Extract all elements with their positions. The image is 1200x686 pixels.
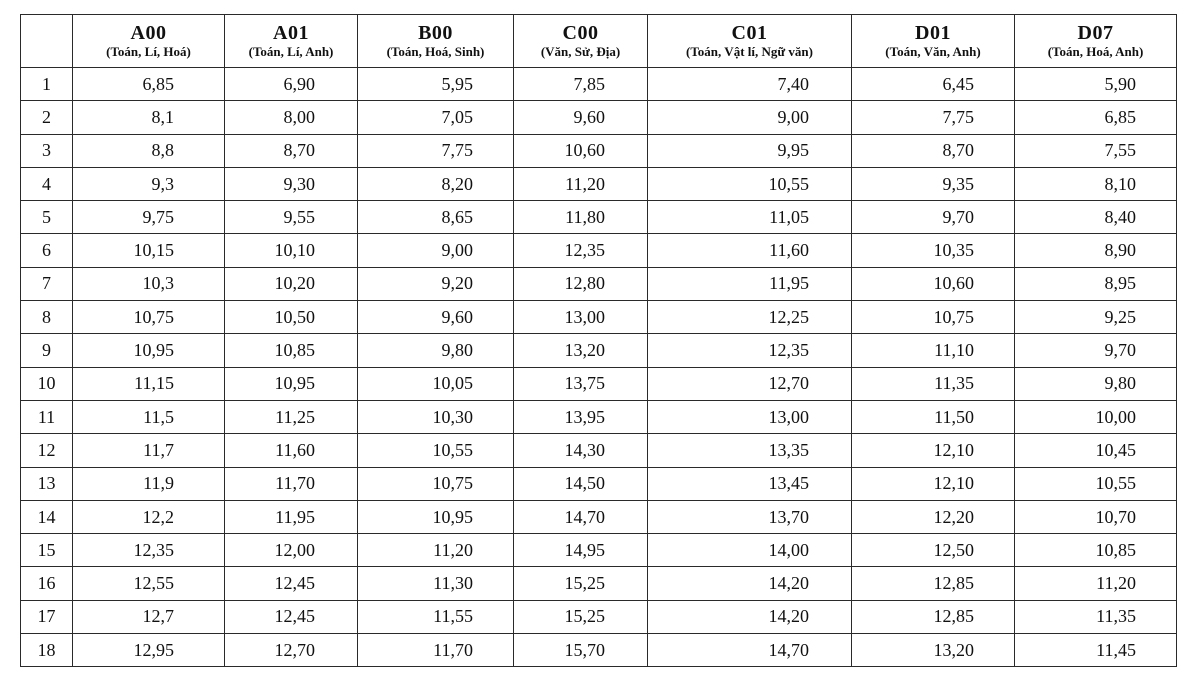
score-cell: 11,50 bbox=[852, 400, 1015, 433]
score-cell: 13,20 bbox=[852, 634, 1015, 667]
score-cell: 14,20 bbox=[648, 567, 852, 600]
header-col-d07 bbox=[1015, 15, 1177, 68]
column-subjects: (Toán, Văn, Anh) bbox=[885, 44, 981, 59]
score-cell: 12,70 bbox=[225, 634, 358, 667]
score-cell: 7,85 bbox=[514, 68, 648, 101]
column-code: A01 bbox=[273, 22, 309, 44]
score-cell: 9,20 bbox=[358, 267, 514, 300]
score-cell: 10,55 bbox=[1015, 467, 1177, 500]
header-col-a00 bbox=[73, 15, 225, 68]
score-cell: 15,70 bbox=[514, 634, 648, 667]
header-col-a01 bbox=[225, 15, 358, 68]
table-row bbox=[21, 534, 1177, 567]
table-row bbox=[21, 234, 1177, 267]
score-cell: 11,10 bbox=[852, 334, 1015, 367]
score-cell: 6,85 bbox=[1015, 101, 1177, 134]
score-cell: 9,75 bbox=[73, 201, 225, 234]
header-col-b00 bbox=[358, 15, 514, 68]
score-cell: 10,10 bbox=[225, 234, 358, 267]
table-row bbox=[21, 467, 1177, 500]
score-cell: 11,95 bbox=[225, 500, 358, 533]
score-cell: 11,9 bbox=[73, 467, 225, 500]
score-cell: 14,70 bbox=[514, 500, 648, 533]
score-cell: 7,55 bbox=[1015, 134, 1177, 167]
column-subjects: (Toán, Lí, Anh) bbox=[248, 44, 334, 59]
score-cell: 11,35 bbox=[852, 367, 1015, 400]
row-index-cell: 2 bbox=[21, 101, 73, 134]
score-cell: 9,60 bbox=[358, 301, 514, 334]
table-row bbox=[21, 434, 1177, 467]
column-code: D01 bbox=[915, 22, 951, 44]
table-header bbox=[21, 15, 1177, 68]
score-cell: 8,95 bbox=[1015, 267, 1177, 300]
score-cell: 9,25 bbox=[1015, 301, 1177, 334]
score-cell: 8,20 bbox=[358, 167, 514, 200]
table-row bbox=[21, 634, 1177, 667]
score-cell: 11,95 bbox=[648, 267, 852, 300]
score-table-container bbox=[20, 14, 1177, 667]
score-cell: 10,55 bbox=[358, 434, 514, 467]
score-cell: 8,90 bbox=[1015, 234, 1177, 267]
row-index-cell: 7 bbox=[21, 267, 73, 300]
score-cell: 9,80 bbox=[1015, 367, 1177, 400]
score-cell: 9,55 bbox=[225, 201, 358, 234]
score-cell: 8,10 bbox=[1015, 167, 1177, 200]
score-cell: 12,25 bbox=[648, 301, 852, 334]
score-cell: 8,70 bbox=[225, 134, 358, 167]
score-cell: 10,55 bbox=[648, 167, 852, 200]
score-cell: 6,85 bbox=[73, 68, 225, 101]
row-index-cell: 6 bbox=[21, 234, 73, 267]
score-cell: 10,50 bbox=[225, 301, 358, 334]
column-code: D07 bbox=[1077, 22, 1114, 44]
score-cell: 7,05 bbox=[358, 101, 514, 134]
row-index-cell: 5 bbox=[21, 201, 73, 234]
score-cell: 10,85 bbox=[1015, 534, 1177, 567]
score-cell: 6,45 bbox=[852, 68, 1015, 101]
row-index-cell: 16 bbox=[21, 567, 73, 600]
score-cell: 7,75 bbox=[358, 134, 514, 167]
header-index-corner bbox=[21, 15, 73, 68]
score-cell: 12,10 bbox=[852, 434, 1015, 467]
score-cell: 10,60 bbox=[852, 267, 1015, 300]
table-row bbox=[21, 600, 1177, 633]
score-cell: 14,20 bbox=[648, 600, 852, 633]
table-row bbox=[21, 400, 1177, 433]
score-cell: 10,75 bbox=[358, 467, 514, 500]
score-cell: 14,70 bbox=[648, 634, 852, 667]
score-cell: 10,45 bbox=[1015, 434, 1177, 467]
column-code: A00 bbox=[130, 22, 167, 44]
table-row bbox=[21, 101, 1177, 134]
score-cell: 13,00 bbox=[648, 400, 852, 433]
score-cell: 10,15 bbox=[73, 234, 225, 267]
column-code: C01 bbox=[731, 22, 768, 44]
score-cell: 12,80 bbox=[514, 267, 648, 300]
score-cell: 8,1 bbox=[73, 101, 225, 134]
row-index-cell: 1 bbox=[21, 68, 73, 101]
score-cell: 10,85 bbox=[225, 334, 358, 367]
table-row bbox=[21, 500, 1177, 533]
row-index-cell: 15 bbox=[21, 534, 73, 567]
score-cell: 11,60 bbox=[225, 434, 358, 467]
score-cell: 5,95 bbox=[358, 68, 514, 101]
row-index-cell: 3 bbox=[21, 134, 73, 167]
row-index-cell: 11 bbox=[21, 400, 73, 433]
score-cell: 11,05 bbox=[648, 201, 852, 234]
score-cell: 8,00 bbox=[225, 101, 358, 134]
score-cell: 9,95 bbox=[648, 134, 852, 167]
row-index-cell: 4 bbox=[21, 167, 73, 200]
table-row bbox=[21, 367, 1177, 400]
score-cell: 11,80 bbox=[514, 201, 648, 234]
score-cell: 15,25 bbox=[514, 600, 648, 633]
header-col-c01 bbox=[648, 15, 852, 68]
score-cell: 12,45 bbox=[225, 567, 358, 600]
score-cell: 8,65 bbox=[358, 201, 514, 234]
score-cell: 8,8 bbox=[73, 134, 225, 167]
score-cell: 10,35 bbox=[852, 234, 1015, 267]
score-cell: 13,45 bbox=[648, 467, 852, 500]
score-cell: 8,70 bbox=[852, 134, 1015, 167]
score-cell: 9,80 bbox=[358, 334, 514, 367]
column-subjects: (Toán, Hoá, Anh) bbox=[1047, 44, 1144, 59]
row-index-cell: 14 bbox=[21, 500, 73, 533]
table-row bbox=[21, 334, 1177, 367]
score-cell: 11,60 bbox=[648, 234, 852, 267]
score-cell: 10,60 bbox=[514, 134, 648, 167]
score-cell: 12,85 bbox=[852, 600, 1015, 633]
score-cell: 7,75 bbox=[852, 101, 1015, 134]
column-code: B00 bbox=[418, 22, 453, 44]
score-cell: 11,30 bbox=[358, 567, 514, 600]
score-cell: 12,50 bbox=[852, 534, 1015, 567]
table-row bbox=[21, 68, 1177, 101]
score-cell: 5,90 bbox=[1015, 68, 1177, 101]
score-cell: 12,45 bbox=[225, 600, 358, 633]
score-cell: 10,30 bbox=[358, 400, 514, 433]
row-index-cell: 8 bbox=[21, 301, 73, 334]
score-cell: 9,3 bbox=[73, 167, 225, 200]
score-cell: 10,00 bbox=[1015, 400, 1177, 433]
score-cell: 10,3 bbox=[73, 267, 225, 300]
score-cell: 11,70 bbox=[358, 634, 514, 667]
header-col-c00 bbox=[514, 15, 648, 68]
score-cell: 13,70 bbox=[648, 500, 852, 533]
score-cell: 12,00 bbox=[225, 534, 358, 567]
column-subjects: (Toán, Vật lí, Ngữ văn) bbox=[686, 44, 813, 59]
score-cell: 7,40 bbox=[648, 68, 852, 101]
score-cell: 12,35 bbox=[648, 334, 852, 367]
score-cell: 10,95 bbox=[73, 334, 225, 367]
score-cell: 9,70 bbox=[852, 201, 1015, 234]
score-cell: 14,95 bbox=[514, 534, 648, 567]
score-cell: 11,15 bbox=[73, 367, 225, 400]
row-index-cell: 17 bbox=[21, 600, 73, 633]
column-subjects: (Toán, Hoá, Sinh) bbox=[386, 44, 485, 59]
column-subjects: (Toán, Lí, Hoá) bbox=[106, 44, 191, 59]
score-cell: 12,95 bbox=[73, 634, 225, 667]
score-cell: 12,70 bbox=[648, 367, 852, 400]
score-cell: 13,20 bbox=[514, 334, 648, 367]
score-cell: 12,85 bbox=[852, 567, 1015, 600]
row-index-cell: 10 bbox=[21, 367, 73, 400]
score-cell: 13,35 bbox=[648, 434, 852, 467]
row-index-cell: 13 bbox=[21, 467, 73, 500]
table-row bbox=[21, 201, 1177, 234]
score-cell: 11,20 bbox=[514, 167, 648, 200]
table-row bbox=[21, 301, 1177, 334]
score-cell: 11,20 bbox=[1015, 567, 1177, 600]
score-cell: 14,30 bbox=[514, 434, 648, 467]
score-cell: 12,10 bbox=[852, 467, 1015, 500]
score-cell: 15,25 bbox=[514, 567, 648, 600]
score-cell: 9,00 bbox=[358, 234, 514, 267]
score-cell: 11,7 bbox=[73, 434, 225, 467]
table-row bbox=[21, 134, 1177, 167]
column-subjects: (Văn, Sử, Địa) bbox=[540, 44, 621, 59]
score-cell: 11,20 bbox=[358, 534, 514, 567]
score-cell: 12,35 bbox=[514, 234, 648, 267]
score-cell: 9,35 bbox=[852, 167, 1015, 200]
score-cell: 10,05 bbox=[358, 367, 514, 400]
score-cell: 11,35 bbox=[1015, 600, 1177, 633]
score-cell: 6,90 bbox=[225, 68, 358, 101]
score-cell: 11,5 bbox=[73, 400, 225, 433]
score-cell: 11,70 bbox=[225, 467, 358, 500]
score-cell: 12,2 bbox=[73, 500, 225, 533]
score-cell: 14,00 bbox=[648, 534, 852, 567]
score-cell: 13,75 bbox=[514, 367, 648, 400]
header-col-d01 bbox=[852, 15, 1015, 68]
table-row bbox=[21, 167, 1177, 200]
score-cell: 9,60 bbox=[514, 101, 648, 134]
score-cell: 12,20 bbox=[852, 500, 1015, 533]
score-cell: 9,70 bbox=[1015, 334, 1177, 367]
score-cell: 11,55 bbox=[358, 600, 514, 633]
score-cell: 10,75 bbox=[73, 301, 225, 334]
row-index-cell: 12 bbox=[21, 434, 73, 467]
score-cell: 10,20 bbox=[225, 267, 358, 300]
score-cell: 8,40 bbox=[1015, 201, 1177, 234]
score-cell: 13,95 bbox=[514, 400, 648, 433]
score-cell: 9,00 bbox=[648, 101, 852, 134]
table-row bbox=[21, 267, 1177, 300]
row-index-cell: 18 bbox=[21, 634, 73, 667]
row-index-cell: 9 bbox=[21, 334, 73, 367]
score-cell: 10,75 bbox=[852, 301, 1015, 334]
table-body bbox=[21, 68, 1177, 667]
score-cell: 11,45 bbox=[1015, 634, 1177, 667]
score-cell: 10,95 bbox=[225, 367, 358, 400]
score-cell: 12,7 bbox=[73, 600, 225, 633]
score-cell: 10,95 bbox=[358, 500, 514, 533]
score-cell: 14,50 bbox=[514, 467, 648, 500]
score-cell: 12,55 bbox=[73, 567, 225, 600]
score-cell: 10,70 bbox=[1015, 500, 1177, 533]
table-row bbox=[21, 567, 1177, 600]
score-cell: 9,30 bbox=[225, 167, 358, 200]
score-cell: 11,25 bbox=[225, 400, 358, 433]
column-code: C00 bbox=[562, 22, 599, 44]
score-cell: 12,35 bbox=[73, 534, 225, 567]
score-cell: 13,00 bbox=[514, 301, 648, 334]
header-row bbox=[21, 15, 1177, 68]
score-table bbox=[20, 14, 1177, 667]
